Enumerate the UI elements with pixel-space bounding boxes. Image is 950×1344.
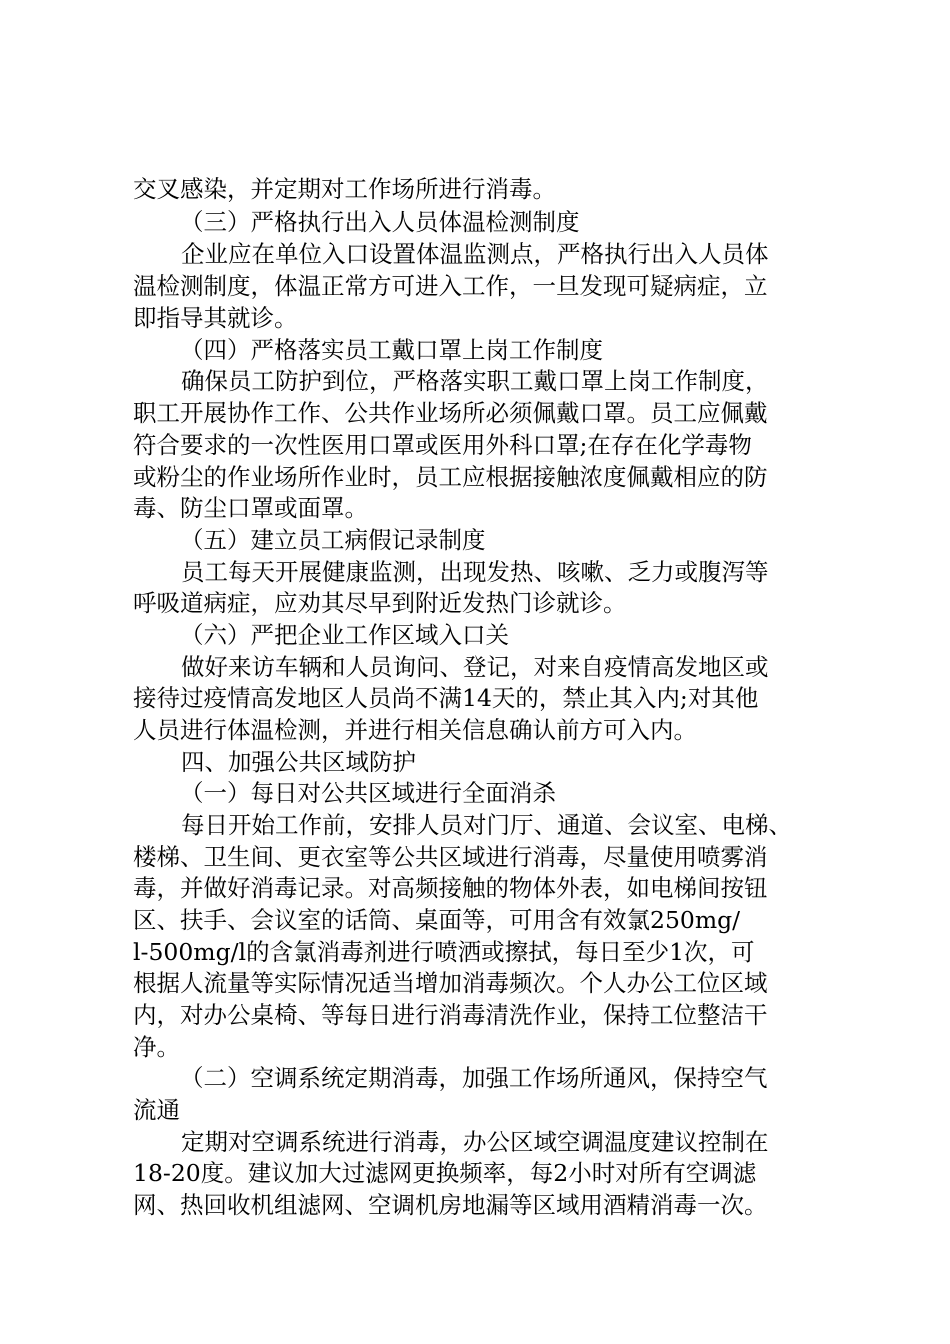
text-line: 做好来访车辆和人员询问、登记，对来自疫情高发地区或 (181, 653, 769, 681)
chapter-heading: 四、加强公共区域防护 (181, 748, 416, 776)
text-line: 网、热回收机组滤网、空调机房地漏等区域用酒精消毒一次。 (133, 1191, 768, 1219)
text-line: 符合要求的一次性医用口罩或医用外科口罩;在存在化学毒物 (133, 431, 752, 459)
text-line: 18-20度。建议加大过滤网更换频率，每2小时对所有空调滤 (133, 1159, 757, 1187)
text-line: 净。 (133, 1033, 180, 1061)
text-line: 毒、防尘口罩或面罩。 (133, 494, 368, 522)
text-line: 根据人流量等实际情况适当增加消毒频次。个人办公工位区域 (133, 969, 768, 997)
section-heading-4: （四）严格落实员工戴口罩上岗工作制度 (180, 336, 603, 364)
text-line: 人员进行体温检测，并进行相关信息确认前方可入内。 (133, 716, 697, 744)
text-line: l-500mg/l的含氯消毒剂进行喷洒或擦拭，每日至少1次，可 (133, 938, 755, 966)
text-line: 毒，并做好消毒记录。对高频接触的物体外表，如电梯间按钮 (133, 874, 768, 902)
text-line: 即指导其就诊。 (133, 304, 298, 332)
text-line: 交叉感染，并定期对工作场所进行消毒。 (133, 175, 556, 203)
text-line: 定期对空调系统进行消毒，办公区域空调温度建议控制在 (181, 1128, 769, 1156)
section-heading-3: （三）严格执行出入人员体温检测制度 (180, 208, 580, 236)
text-line: 温检测制度，体温正常方可进入工作，一旦发现可疑病症，立 (133, 272, 768, 300)
text-line: 企业应在单位入口设置体温监测点，严格执行出入人员体 (181, 240, 769, 268)
text-line: 楼梯、卫生间、更衣室等公共区域进行消毒，尽量使用喷雾消 (133, 843, 768, 871)
section-heading-6: （六）严把企业工作区域入口关 (180, 621, 509, 649)
text-line: 接待过疫情高发地区人员尚不满14天的，禁止其入内;对其他 (133, 684, 759, 712)
text-line: 呼吸道病症，应劝其尽早到附近发热门诊就诊。 (133, 589, 627, 617)
section-heading-2: （二）空调系统定期消毒，加强工作场所通风，保持空气 (180, 1064, 768, 1092)
text-line: 每日开始工作前，安排人员对门厅、通道、会议室、电梯、 (181, 811, 792, 839)
section-heading-1: （一）每日对公共区域进行全面消杀 (180, 779, 556, 807)
text-line: 员工每天开展健康监测，出现发热、咳嗽、乏力或腹泻等 (181, 558, 769, 586)
text-line: 职工开展协作工作、公共作业场所必须佩戴口罩。员工应佩戴 (133, 399, 768, 427)
text-line: 确保员工防护到位，严格落实职工戴口罩上岗工作制度， (181, 367, 769, 395)
text-line: 区、扶手、会议室的话筒、桌面等，可用含有效氯250mg/ (133, 906, 741, 934)
text-line: 流通 (133, 1096, 180, 1124)
text-line: 内，对办公桌椅、等每日进行消毒清洗作业，保持工位整洁干 (133, 1001, 768, 1029)
text-line: 或粉尘的作业场所作业时，员工应根据接触浓度佩戴相应的防 (133, 463, 768, 491)
section-heading-5: （五）建立员工病假记录制度 (180, 526, 486, 554)
